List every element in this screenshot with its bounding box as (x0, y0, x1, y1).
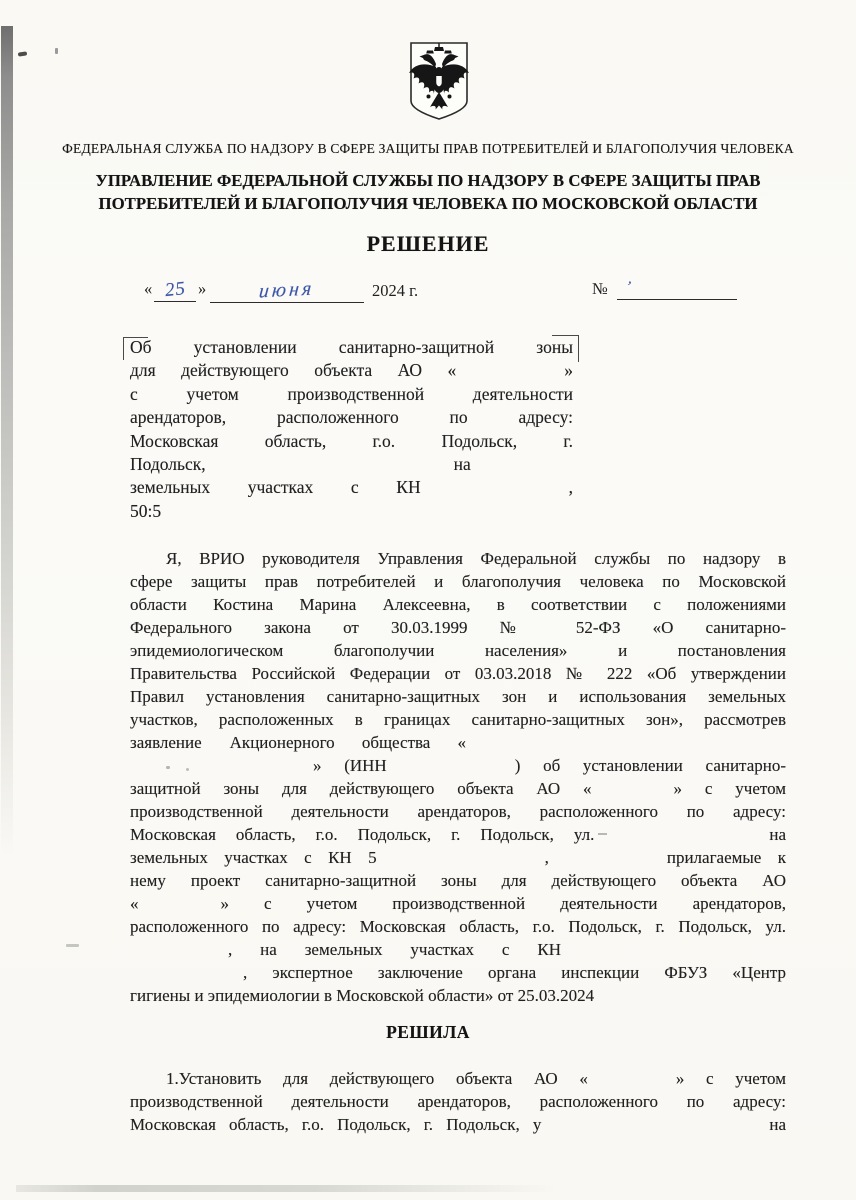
document-title: РЕШЕНИЕ (366, 231, 490, 256)
redacted-gap (561, 954, 786, 955)
resolved-heading: РЕШИЛА (386, 1022, 470, 1042)
text-line: производственной деятельности арендаторов, расположенного по адресу: (130, 802, 786, 821)
agency-header: ФЕДЕРАЛЬНАЯ СЛУЖБА ПО НАДЗОРУ В СФЕРЕ ЗАЩИТЫ ПРАВ ПОТРЕБИТЕЛЕЙ И БЛАГОПОЛУЧИЯ ЧЕЛОВЕКА (62, 141, 794, 156)
text-line: Правительства Российской Федерации от 03.03.2018 № 222 «Об утверждении (130, 664, 786, 683)
text-line: » (ИНН ) об установлении санитарно- (130, 754, 786, 777)
text-line: , на земельных участках с КН (130, 938, 786, 961)
redacted-gap (594, 839, 769, 840)
text-line: 1.Установить для действующего объекта АО « » с учетом (166, 1069, 786, 1088)
text-line: Московская область, г.о. Подольск, г. Подольск, у на (130, 1115, 786, 1134)
text-line: нему проект санитарно-защитной зоны для действующего объекта АО (130, 871, 786, 890)
redacted-gap (588, 1083, 676, 1084)
redacted-gap (541, 1129, 769, 1130)
body-paragraph-1 (130, 547, 786, 1007)
text-line: расположенного по адресу: Московская область, г.о. Подольск, г. Подольск, ул. (130, 917, 786, 936)
redacted-gap (456, 375, 564, 376)
year-label: 2024 г. (372, 281, 419, 300)
text-line: защитной зоны для действующего объекта АО « » с учетом (130, 779, 787, 798)
month-field (210, 279, 364, 303)
redacted-gap (130, 954, 228, 955)
text-line: Московская область, г.о. Подольск, г. (130, 430, 573, 451)
redacted-gap (377, 862, 545, 863)
corner-bracket-left-icon (123, 337, 148, 360)
text-line: для действующего объекта АО « » (130, 360, 573, 381)
redacted-gap (387, 770, 515, 771)
redacted-gap (139, 908, 221, 909)
text-line: производственной деятельности арендаторов, расположенного по адресу: (130, 1092, 786, 1111)
text-line: Федерального закона от 30.03.1999 № 52-ФЗ «О санитарно- (130, 618, 786, 637)
text-line: участков, расположенных в границах санитарно-защитных зон», рассмотрев (130, 710, 786, 729)
scan-smudge (66, 944, 79, 947)
redacted-gap (202, 747, 230, 748)
redacted-gap (130, 977, 243, 978)
text-line: « » с учетом производственной деятельности арендаторов, (130, 894, 786, 913)
redacted-gap (206, 469, 454, 470)
date-and-number-line (130, 275, 786, 309)
text-line: арендаторов, расположенного по адресу: (130, 407, 573, 428)
redacted-gap (130, 770, 313, 771)
subject-block (130, 336, 573, 523)
handwritten-day: 25 (163, 277, 187, 302)
text-line: земельных участках с КН , (130, 477, 573, 498)
body-paragraph-2 (130, 1067, 786, 1136)
text-line: Об установлении санитарно-защитной зоны (130, 337, 573, 357)
redacted-gap (549, 862, 667, 863)
text-line: эпидемиологическом благополучии населения» и постановления (130, 641, 786, 660)
close-quote: » (198, 279, 207, 298)
open-quote: « (144, 279, 153, 298)
text-line: заявление Акционерного общества « (130, 731, 786, 754)
subject-text (130, 336, 573, 523)
text-line: , экспертное заключение органа инспекции ФБУЗ «Центр (130, 961, 786, 984)
corner-bracket-right-icon (552, 335, 579, 362)
text-line: сфере защиты прав потребителей и благополучия человека по Московской (130, 572, 786, 591)
text-line: Правил установления санитарно-защитных зон и использования земельных (130, 687, 786, 706)
text-line: 50:5 (130, 500, 162, 521)
scan-speck (55, 48, 58, 54)
russia-coat-of-arms-icon (403, 40, 475, 122)
scan-speck (18, 51, 27, 56)
redacted-gap (466, 747, 786, 748)
text-line: области Костина Марина Алексеевна, в соответствии с положениями (130, 595, 786, 614)
text-line: гигиены и эпидемиологии в Московской области» от 25.03.2024 (130, 986, 595, 1005)
redacted-gap (591, 793, 673, 794)
text-line: Московская область, г.о. Подольск, г. Подольск, ул. на (130, 825, 786, 844)
text-line: Я, ВРИО руководителя Управления Федеральной службы по надзору в (166, 549, 786, 568)
scan-bottom-band (16, 1185, 556, 1192)
text-line: Подольск, на (130, 454, 471, 475)
handwritten-month: июня (258, 277, 316, 303)
office-header: УПРАВЛЕНИЕ ФЕДЕРАЛЬНОЙ СЛУЖБЫ ПО НАДЗОРУ В СФЕРЕ ЗАЩИТЫ ПРАВ ПОТРЕБИТЕЛЕЙ И БЛАГОПОЛУЧИЯ ЧЕЛОВЕКА ПО МОСКОВСКОЙ ОБЛАСТИ (95, 171, 761, 213)
day-field (154, 279, 196, 302)
text-line: земельных участках с КН 5 , прилагаемые к (130, 848, 786, 867)
redacted-gap (421, 492, 569, 493)
number-sign: № (592, 279, 608, 298)
text-line: с учетом производственной деятельности (130, 383, 573, 404)
number-field (617, 279, 737, 300)
handwritten-number-mark: ʼ (623, 278, 632, 296)
